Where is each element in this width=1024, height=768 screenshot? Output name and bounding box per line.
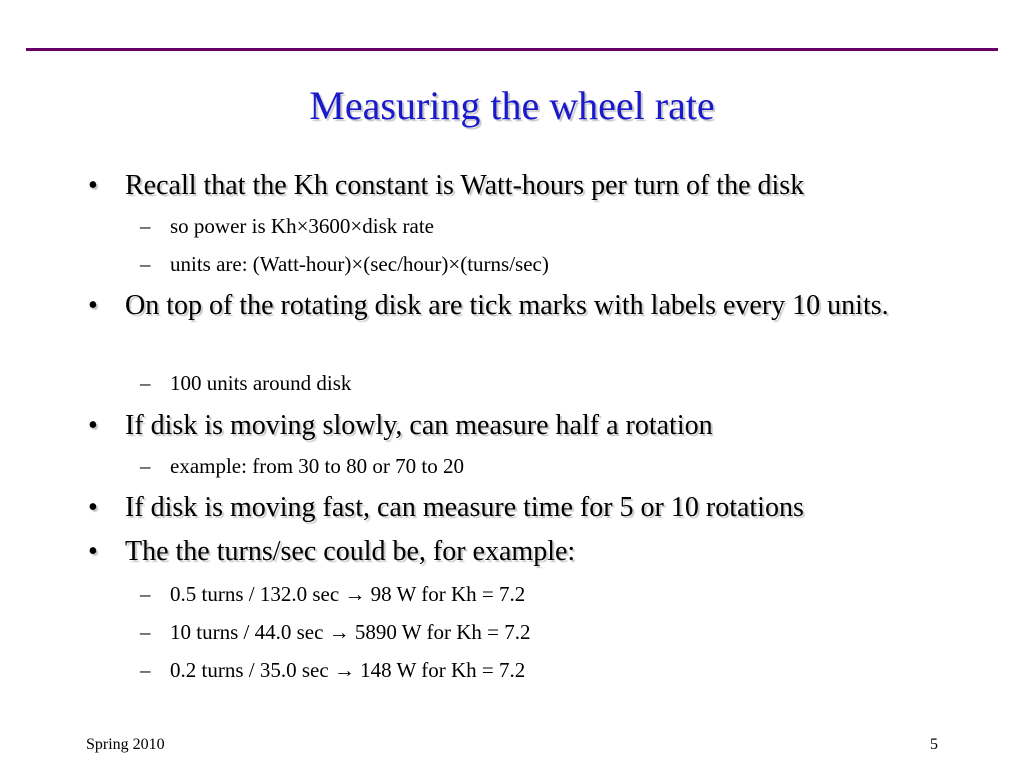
sub-bullet-text: example: from 30 to 80 or 70 to 20 [170,454,464,478]
bullet-item [80,288,980,324]
sub-bullet-item [140,250,980,278]
sub-bullet-marker: – [140,582,151,606]
bullet-marker: • [88,170,98,201]
sub-bullet-marker: – [140,658,151,682]
bullet-item [80,168,980,204]
bullet-text: If disk is moving slowly, can measure half a rotation [125,410,713,441]
sub-bullet-item [140,369,980,397]
bullet-text: If disk is moving fast, can measure time for 5 or 10 rotations [125,492,804,523]
sub-bullet-item [140,656,980,684]
sub-bullet-marker: – [140,454,151,478]
sub-bullet-item [140,452,980,480]
sub-bullet-text: so power is Kh×3600×disk rate [170,214,434,238]
sub-bullet-marker: – [140,252,151,276]
bullet-text: On top of the rotating disk are tick marks with labels every 10 units. [125,290,889,321]
sub-bullet-marker: – [140,214,151,238]
bullet-item [80,534,980,570]
sub-bullet-item [140,212,980,240]
footer-date: Spring 2010 [86,736,165,753]
page-number: 5 [930,736,938,753]
sub-bullet-item [140,618,980,646]
bullet-text: Recall that the Kh constant is Watt-hours per turn of the disk [125,170,805,201]
sub-bullet-text: 0.2 turns / 35.0 sec → 148 W for Kh = 7.2 [170,658,526,682]
bullet-item [80,490,980,526]
sub-bullet-text: 100 units around disk [170,371,352,395]
sub-bullet-text: 10 turns / 44.0 sec → 5890 W for Kh = 7.2 [170,620,531,644]
sub-bullet-text: 0.5 turns / 132.0 sec → 98 W for Kh = 7.2 [170,582,526,606]
top-divider [26,48,998,51]
sub-bullet-marker: – [140,620,151,644]
slide-title: Measuring the wheel rate [309,83,715,128]
bullet-marker: • [88,290,98,321]
bullet-item [80,408,980,444]
sub-bullet-item [140,580,980,608]
bullet-marker: • [88,492,98,523]
sub-bullet-marker: – [140,371,151,395]
bullet-marker: • [88,536,98,567]
bullet-marker: • [88,410,98,441]
sub-bullet-text: units are: (Watt-hour)×(sec/hour)×(turns/sec) [170,252,549,276]
bullet-text: The the turns/sec could be, for example: [125,536,576,567]
